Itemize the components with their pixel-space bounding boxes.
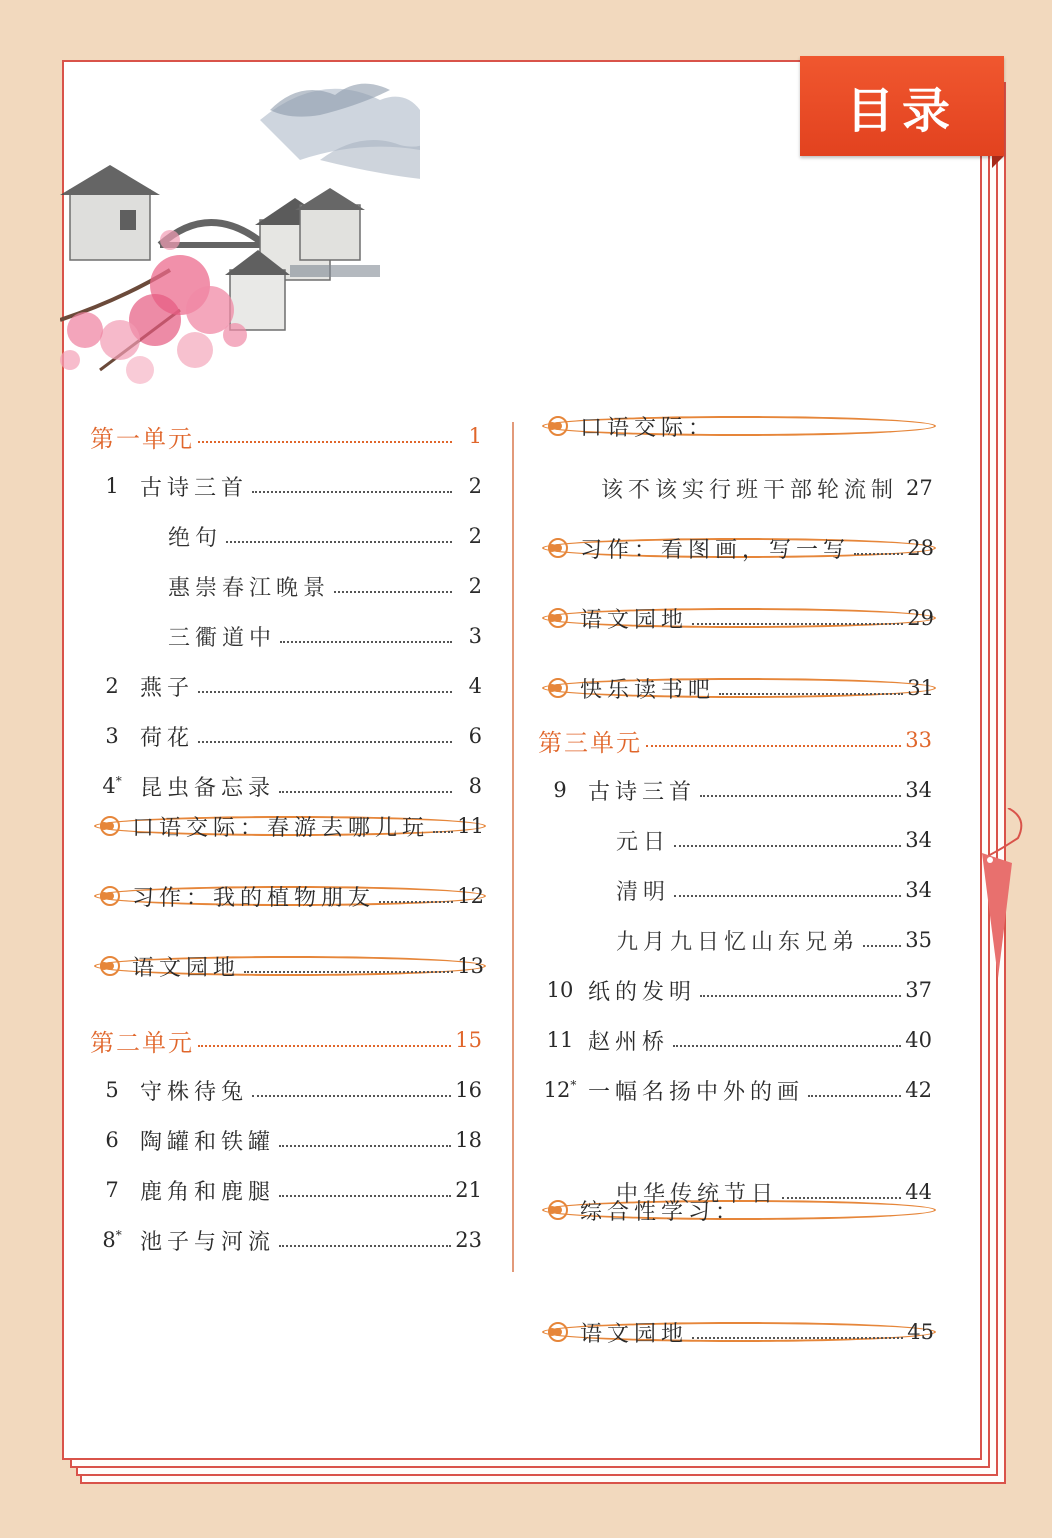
entry-title: 清明 bbox=[616, 879, 671, 905]
circle-bullet-icon bbox=[100, 816, 120, 836]
entry-title: 鹿角和鹿腿 bbox=[140, 1179, 276, 1205]
toc-entry[interactable] bbox=[542, 415, 936, 441]
toc-entry[interactable] bbox=[90, 716, 482, 756]
toc-entry[interactable] bbox=[538, 1070, 932, 1110]
optional-star: * bbox=[570, 1078, 577, 1092]
entry-title: 三衢道中 bbox=[168, 625, 277, 651]
toc-entry[interactable] bbox=[542, 536, 936, 563]
lesson-number: 8* bbox=[102, 1228, 122, 1252]
dot-leader bbox=[673, 1045, 901, 1047]
toc-entry[interactable] bbox=[94, 814, 486, 841]
toc-entry[interactable] bbox=[90, 1070, 482, 1110]
dot-leader bbox=[674, 895, 901, 897]
page-number: 8 bbox=[468, 774, 482, 798]
dot-leader bbox=[692, 1337, 903, 1339]
entry-title: 语文园地 bbox=[580, 1321, 689, 1347]
entry-title: 中华传统节日 bbox=[616, 1181, 779, 1207]
dot-leader bbox=[379, 901, 453, 903]
page-number: 18 bbox=[455, 1128, 482, 1152]
dot-leader bbox=[198, 741, 452, 743]
circle-bullet-icon bbox=[548, 678, 568, 698]
toc-left-column bbox=[90, 410, 490, 1255]
toc-entry[interactable] bbox=[542, 676, 936, 703]
lesson-number: 9 bbox=[553, 778, 567, 802]
lesson-number: 11 bbox=[546, 1028, 574, 1052]
toc-entry[interactable] bbox=[538, 720, 932, 760]
toc-entry[interactable] bbox=[538, 1172, 932, 1212]
circle-bullet-icon bbox=[548, 416, 568, 436]
entry-title: 绝句 bbox=[168, 525, 223, 551]
dot-leader bbox=[700, 995, 901, 997]
entry-title: 元日 bbox=[616, 829, 671, 855]
entry-title: 惠崇春江晚景 bbox=[168, 575, 331, 601]
page-number: 13 bbox=[457, 954, 484, 978]
toc-entry[interactable] bbox=[538, 920, 932, 960]
page-title: 目录 bbox=[845, 82, 958, 139]
entry-title: 古诗三首 bbox=[588, 779, 697, 805]
toc-entry[interactable] bbox=[90, 466, 482, 506]
lesson-number: 7 bbox=[105, 1178, 119, 1202]
entry-title: 口语交际： bbox=[580, 415, 716, 441]
lesson-number: 12* bbox=[543, 1078, 577, 1102]
toc-entry[interactable] bbox=[90, 1220, 482, 1260]
dot-leader bbox=[244, 971, 453, 973]
entry-title: 一幅名扬中外的画 bbox=[588, 1079, 805, 1105]
page-number: 42 bbox=[905, 1078, 932, 1102]
page-number: 37 bbox=[905, 978, 932, 1002]
entry-title: 口语交际：春游去哪儿玩 bbox=[132, 815, 430, 841]
unit-title: 第一单元 bbox=[90, 424, 194, 453]
entry-title: 九月九日忆山东兄弟 bbox=[616, 929, 860, 955]
entry-title: 赵州桥 bbox=[588, 1029, 670, 1055]
lesson-number: 5 bbox=[105, 1078, 119, 1102]
dot-leader bbox=[863, 945, 901, 947]
toc-entry[interactable] bbox=[90, 1120, 482, 1160]
unit-title: 第二单元 bbox=[90, 1028, 194, 1057]
page-number: 34 bbox=[905, 878, 932, 902]
dot-leader bbox=[198, 441, 452, 443]
page-number: 33 bbox=[905, 728, 932, 752]
toc-entry[interactable] bbox=[90, 516, 482, 556]
page-number: 12 bbox=[457, 884, 484, 908]
entry-title: 该不该实行班干部轮流制 bbox=[600, 477, 898, 503]
circle-bullet-icon bbox=[100, 886, 120, 906]
toc-entry[interactable] bbox=[90, 566, 482, 606]
dot-leader bbox=[692, 623, 903, 625]
dot-leader bbox=[226, 541, 452, 543]
page-number: 27 bbox=[906, 476, 933, 500]
circle-bullet-icon bbox=[548, 538, 568, 558]
dot-leader bbox=[719, 693, 903, 695]
toc-entry[interactable] bbox=[538, 1020, 932, 1060]
dot-leader bbox=[674, 845, 901, 847]
toc-entry[interactable] bbox=[90, 766, 482, 806]
page-number: 28 bbox=[907, 536, 934, 560]
entry-title: 荷花 bbox=[140, 725, 195, 751]
dot-leader bbox=[279, 1195, 451, 1197]
entry-title: 综合性学习： bbox=[580, 1199, 743, 1225]
page-number: 11 bbox=[457, 814, 484, 838]
bookmark-tag-icon bbox=[968, 808, 1032, 988]
page-number: 31 bbox=[907, 676, 934, 700]
dot-leader bbox=[198, 691, 452, 693]
page-number: 34 bbox=[905, 778, 932, 802]
lesson-number: 6 bbox=[105, 1128, 119, 1152]
circle-bullet-icon bbox=[548, 608, 568, 628]
toc-entry[interactable] bbox=[538, 820, 932, 860]
entry-title: 快乐读书吧 bbox=[580, 677, 716, 703]
dot-leader bbox=[252, 491, 452, 493]
toc-entry[interactable] bbox=[94, 884, 486, 911]
page-number: 29 bbox=[907, 606, 934, 630]
circle-bullet-icon bbox=[548, 1322, 568, 1342]
toc-entry[interactable] bbox=[94, 954, 486, 981]
lesson-number: 4* bbox=[102, 774, 122, 798]
dot-leader bbox=[279, 1245, 451, 1247]
toc-entry[interactable] bbox=[90, 616, 482, 656]
ink-landscape-illustration bbox=[60, 70, 420, 400]
page-number: 2 bbox=[468, 474, 482, 498]
toc-entry[interactable] bbox=[90, 1020, 482, 1060]
page-number: 1 bbox=[468, 424, 482, 448]
toc-entry[interactable] bbox=[538, 468, 932, 508]
entry-title: 语文园地 bbox=[132, 955, 241, 981]
lesson-number: 10 bbox=[546, 978, 574, 1002]
dot-leader bbox=[782, 1197, 901, 1199]
dot-leader bbox=[280, 641, 452, 643]
page-number: 40 bbox=[905, 1028, 932, 1052]
entry-title: 习作：看图画，写一写 bbox=[580, 537, 851, 563]
entry-title: 陶罐和铁罐 bbox=[140, 1129, 276, 1155]
page-number: 15 bbox=[455, 1028, 482, 1052]
page-number: 34 bbox=[905, 828, 932, 852]
dot-leader bbox=[279, 791, 452, 793]
page-number: 16 bbox=[455, 1078, 482, 1102]
circle-bullet-icon bbox=[100, 956, 120, 976]
page-number: 23 bbox=[455, 1228, 482, 1252]
page-number: 35 bbox=[905, 928, 932, 952]
toc-entry[interactable] bbox=[538, 870, 932, 910]
page-number: 6 bbox=[468, 724, 482, 748]
lesson-number: 2 bbox=[105, 674, 119, 698]
dot-leader bbox=[433, 831, 453, 833]
page-number: 3 bbox=[468, 624, 482, 648]
toc-entry[interactable] bbox=[542, 606, 936, 633]
entry-title: 习作：我的植物朋友 bbox=[132, 885, 376, 911]
contents-banner bbox=[800, 56, 1004, 156]
page-number: 21 bbox=[455, 1178, 482, 1202]
entry-title: 昆虫备忘录 bbox=[140, 775, 276, 801]
optional-star: * bbox=[115, 774, 122, 788]
dot-leader bbox=[808, 1095, 901, 1097]
page-number: 2 bbox=[468, 524, 482, 548]
page-number: 2 bbox=[468, 574, 482, 598]
lesson-number: 3 bbox=[105, 724, 119, 748]
entry-title: 纸的发明 bbox=[588, 979, 697, 1005]
optional-star: * bbox=[115, 1228, 122, 1242]
toc-entry[interactable] bbox=[542, 1320, 936, 1347]
entry-title: 语文园地 bbox=[580, 607, 689, 633]
dot-leader bbox=[854, 553, 903, 555]
unit-title: 第三单元 bbox=[538, 728, 642, 757]
dot-leader bbox=[700, 795, 901, 797]
entry-title: 守株待兔 bbox=[140, 1079, 249, 1105]
toc-entry[interactable] bbox=[90, 1170, 482, 1210]
toc-entry[interactable] bbox=[538, 770, 932, 810]
page-number: 44 bbox=[905, 1180, 932, 1204]
dot-leader bbox=[334, 591, 452, 593]
dot-leader bbox=[198, 1045, 451, 1047]
page-number: 45 bbox=[907, 1320, 934, 1344]
dot-leader bbox=[279, 1145, 451, 1147]
toc-entry[interactable] bbox=[90, 416, 482, 456]
entry-title: 古诗三首 bbox=[140, 475, 249, 501]
entry-title: 燕子 bbox=[140, 675, 195, 701]
entry-title: 池子与河流 bbox=[140, 1229, 276, 1255]
page-number: 4 bbox=[468, 674, 482, 698]
toc-right-column bbox=[538, 410, 938, 1347]
dot-leader bbox=[646, 745, 901, 747]
toc-entry[interactable] bbox=[538, 970, 932, 1010]
lesson-number: 1 bbox=[105, 474, 119, 498]
column-divider bbox=[512, 422, 514, 1272]
toc-entry[interactable] bbox=[90, 666, 482, 706]
dot-leader bbox=[252, 1095, 451, 1097]
